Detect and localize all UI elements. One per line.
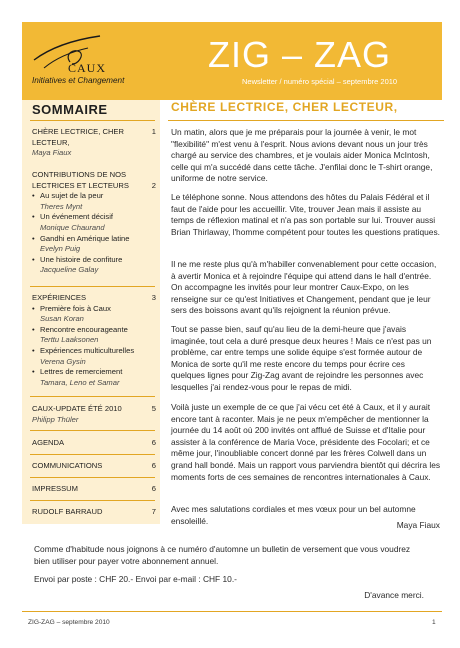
- toc-page-number: 7: [151, 507, 156, 516]
- logo-tagline: Initiatives et Changement: [32, 76, 125, 85]
- toc-page-number: 5: [151, 404, 156, 413]
- subscription-thanks: D'avance merci.: [364, 590, 424, 600]
- toc-page-number: 1: [151, 127, 156, 136]
- toc-entry-author: Maya Fiaux: [32, 148, 72, 158]
- article-signature: Maya Fiaux: [396, 520, 440, 530]
- toc-divider: [30, 430, 155, 431]
- toc-entry[interactable]: [32, 461, 156, 472]
- article-paragraph: Un matin, alors que je me préparais pour la journée à venir, le mot "flexibilité" m'est venu à l'esprit. Nous avions devant nous un jour très chargé au service des chambres, et je voulais aider Monica McIntosh, celle qui m'a succédé dans cette tâche. J'enfilai donc le T-shirt orange, uniforme de notre service.: [171, 127, 433, 184]
- toc-entry-title: EXPÉRIENCES: [32, 293, 87, 302]
- newsletter-title: ZIG – ZAG: [208, 34, 392, 75]
- toc-entry-author: Philipp Thüler: [32, 414, 79, 424]
- toc-page-number: 2: [151, 181, 156, 190]
- toc-entry-title: RUDOLF BARRAUD: [32, 507, 103, 516]
- footer-divider: [22, 611, 442, 612]
- toc-entry-title: CAUX-UPDATE ÉTÉ 2010: [32, 404, 122, 413]
- toc-subitem: • Expériences multiculturelles Verena Gysin: [32, 346, 156, 367]
- logo-name: CAUX: [68, 61, 107, 75]
- toc-subitem: • Lettres de remerciement Tamara, Leno et Samar: [32, 367, 156, 388]
- article-paragraph: Voilà juste un exemple de ce que j'ai vécu cet été à Caux, et il y aurait encore tant à raconter. Mais je ne peux m'empêcher de mentionner la journée du 14 août où 200 invités ont afflué de Suisse et d'Italie pour assister à la conférence de Maria Voce, présidente des Focolari; et ce même jour, l'inoubliable concert donné par les frères Colwell dans un grand hall bondé. Mais un rapport vous parviendra bientôt qui décrira les moments forts de ces semaines de rencontres internationales à Caux.: [171, 402, 441, 482]
- toc-entry[interactable]: [32, 404, 156, 425]
- toc-entry-title: CONTRIBUTIONS DE NOS LECTRICES ET LECTEURS: [32, 170, 129, 190]
- page-number: 1: [432, 619, 436, 626]
- toc-divider: [30, 454, 155, 455]
- toc-subitems: [32, 191, 156, 276]
- article-paragraph: Tout se passe bien, sauf qu'au lieu de la demi-heure que j'avais imaginée, tout cela a duré presque deux heures ! Mais ce n'est pas un problème, car entre temps une solide équipe s'est formée autour de Monica de sorte qu'il me reste encore du temps pour écrire ces quelques lignes pour Zig-Zag avant de rejoindre les personnes avec lesquelles j'ai rendez-vous pour le repas de midi.: [171, 324, 432, 392]
- toc-divider: [30, 396, 155, 397]
- sommaire-heading: SOMMAIRE: [32, 102, 108, 117]
- table-of-contents: [22, 100, 160, 524]
- caux-logo: [22, 22, 162, 100]
- article-paragraph: Avec mes salutations cordiales et mes vœux pour un bel automne ensoleillé.: [171, 504, 416, 526]
- toc-entry[interactable]: [32, 484, 156, 495]
- masthead: [22, 22, 442, 100]
- newsletter-subtitle: Newsletter / numéro spécial – septembre 2010: [242, 77, 398, 86]
- article-title: CHÈRE LECTRICE, CHER LECTEUR,: [171, 100, 398, 114]
- toc-entry[interactable]: [32, 293, 156, 388]
- sommaire-divider: [30, 120, 155, 121]
- article-paragraph: Il ne me reste plus qu'à m'habiller convenablement pour cette occasion, à avertir Monica et à rejoindre l'équipe qui attend dans le hall d'entrée. On accompagne les invités pour leur montrer Caux-Expo, on les renseigne sur ce qu'est Initiatives et Changement, pendant que je leur sers des boissons avant qu'ils rejoignent la réunion prévue.: [171, 259, 437, 316]
- subscription-pricing: Envoi par poste : CHF 20.- Envoi par e-mail : CHF 10.-: [34, 574, 237, 584]
- toc-page-number: 3: [151, 293, 156, 302]
- toc-page-number: 6: [151, 461, 156, 470]
- toc-entry[interactable]: [32, 170, 156, 276]
- toc-entry-title: AGENDA: [32, 438, 65, 447]
- toc-entry[interactable]: [32, 127, 156, 159]
- toc-divider: [30, 500, 155, 501]
- toc-entry[interactable]: [32, 438, 156, 449]
- toc-subitem: • Rencontre encourageante Terttu Laaksonen: [32, 325, 156, 346]
- toc-subitems: [32, 304, 156, 389]
- toc-subitem: • Première fois à Caux Susan Koran: [32, 304, 156, 325]
- footer-issue: ZIG-ZAG – septembre 2010: [28, 619, 110, 626]
- toc-divider: [30, 286, 155, 287]
- toc-subitem: • Au sujet de la peur Theres Mynt: [32, 191, 156, 212]
- toc-subitem: • Gandhi en Amérique latine Evelyn Puig: [32, 234, 156, 255]
- toc-subitem: • Un événement décisif Monique Chaurand: [32, 212, 156, 233]
- toc-subitem: • Une histoire de confiture Jacqueline Galay: [32, 255, 156, 276]
- toc-page-number: 6: [151, 438, 156, 447]
- article-paragraph: Le téléphone sonne. Nous attendons des hôtes du Palais Fédéral et il faut de l'aide pour les accueillir. Vite, trouver Jean mais il assiste au temps de réflexion matinal et n'a pas son portable sur lui. Trouver aussi Brian Thirlaway, l'homme compétent pour toutes les questions pratiques.: [171, 192, 440, 237]
- toc-entry-title: COMMUNICATIONS: [32, 461, 103, 470]
- article-title-divider: [168, 120, 444, 121]
- toc-page-number: 6: [151, 484, 156, 493]
- toc-entry[interactable]: [32, 507, 156, 518]
- subscription-note: Comme d'habitude nous joignons à ce numéro d'automne un bulletin de versement que vous voudrez bien utiliser pour payer votre abonnement annuel.: [34, 544, 411, 566]
- toc-entry-title: CHÈRE LECTRICE, CHER LECTEUR,: [32, 127, 124, 147]
- toc-divider: [30, 477, 155, 478]
- toc-entry-title: IMPRESSUM: [32, 484, 78, 493]
